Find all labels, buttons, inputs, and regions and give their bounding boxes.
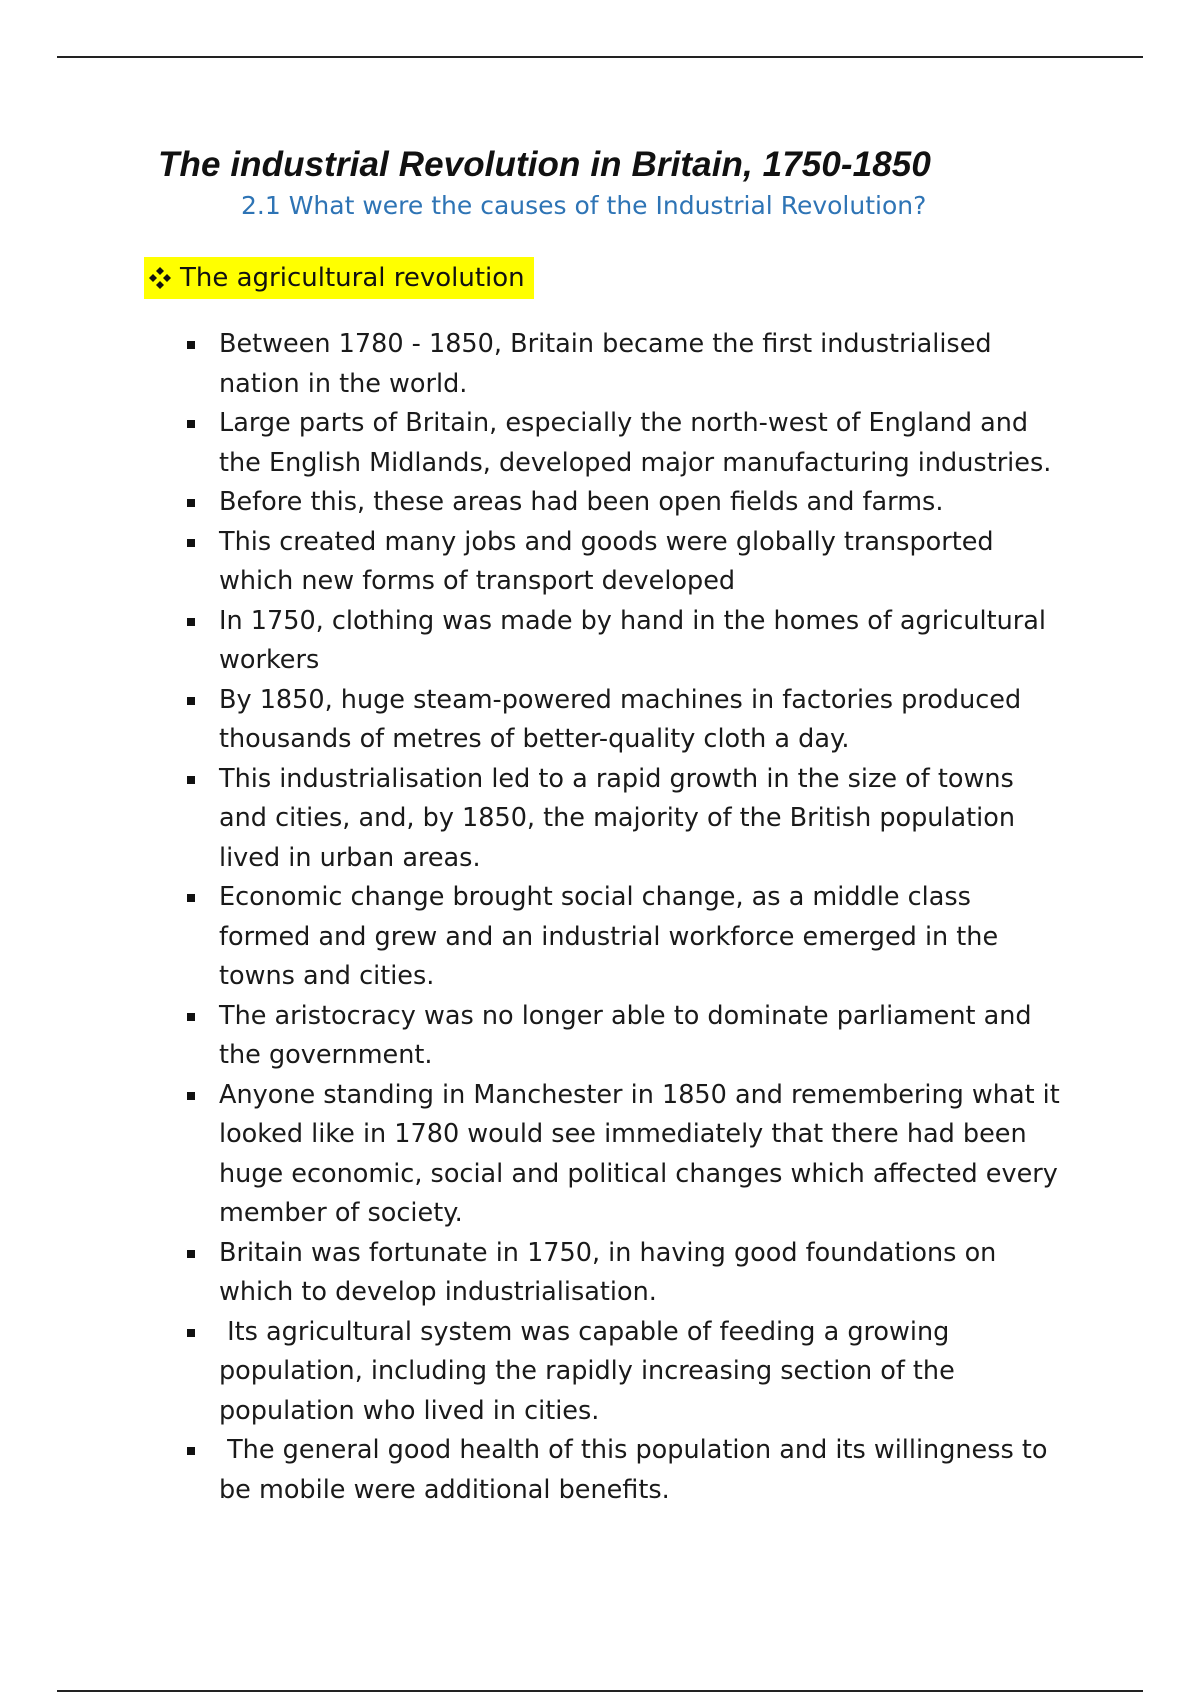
bullet-list <box>185 325 1068 1510</box>
list-item: Its agricultural system was capable of feeding a growing population, including the rapidly increasing section of the population who lived in cities. <box>185 1313 1065 1432</box>
four-diamond-bullet-icon <box>148 266 172 290</box>
document-title: The industrial Revolution in Britain, 1750-1850 <box>158 145 931 184</box>
list-item: By 1850, huge steam-powered machines in factories produced thousands of metres of better-quality cloth a day. <box>185 681 1065 760</box>
square-bullet-icon <box>187 499 195 507</box>
header-rule <box>57 56 1143 58</box>
list-item: Britain was fortunate in 1750, in having good foundations on which to develop industrialisation. <box>185 1234 1065 1313</box>
list-item: This industrialisation led to a rapid growth in the size of towns and cities, and, by 1850, the majority of the British population lived in urban areas. <box>185 760 1065 879</box>
square-bullet-icon <box>187 341 195 349</box>
square-bullet-icon <box>187 776 195 784</box>
list-item: Before this, these areas had been open fields and farms. <box>185 483 1065 523</box>
list-item: Large parts of Britain, especially the north-west of England and the English Midlands, developed major manufacturing industries. <box>185 404 1065 483</box>
list-item: Economic change brought social change, as a middle class formed and grew and an industrial workforce emerged in the towns and cities. <box>185 878 1065 997</box>
square-bullet-icon <box>187 1013 195 1021</box>
list-item: The aristocracy was no longer able to dominate parliament and the government. <box>185 997 1065 1076</box>
list-item: Anyone standing in Manchester in 1850 and remembering what it looked like in 1780 would see immediately that there had been huge economic, social and political changes which affected every member of society. <box>185 1076 1065 1234</box>
square-bullet-icon <box>187 1092 195 1100</box>
footer-rule <box>57 1690 1143 1692</box>
square-bullet-icon <box>187 539 195 547</box>
square-bullet-icon <box>187 1250 195 1258</box>
section-heading-text: The agricultural revolution <box>180 263 525 293</box>
section-heading <box>144 257 534 299</box>
square-bullet-icon <box>187 1329 195 1337</box>
list-item: The general good health of this population and its willingness to be mobile were additional benefits. <box>185 1431 1065 1510</box>
document-subtitle: 2.1 What were the causes of the Industrial Revolution? <box>241 191 927 220</box>
square-bullet-icon <box>187 420 195 428</box>
square-bullet-icon <box>187 697 195 705</box>
list-item: In 1750, clothing was made by hand in the homes of agricultural workers <box>185 602 1065 681</box>
square-bullet-icon <box>187 894 195 902</box>
list-item: This created many jobs and goods were globally transported which new forms of transport developed <box>185 523 1065 602</box>
list-item: Between 1780 - 1850, Britain became the first industrialised nation in the world. <box>185 325 1065 404</box>
square-bullet-icon <box>187 1447 195 1455</box>
square-bullet-icon <box>187 618 195 626</box>
